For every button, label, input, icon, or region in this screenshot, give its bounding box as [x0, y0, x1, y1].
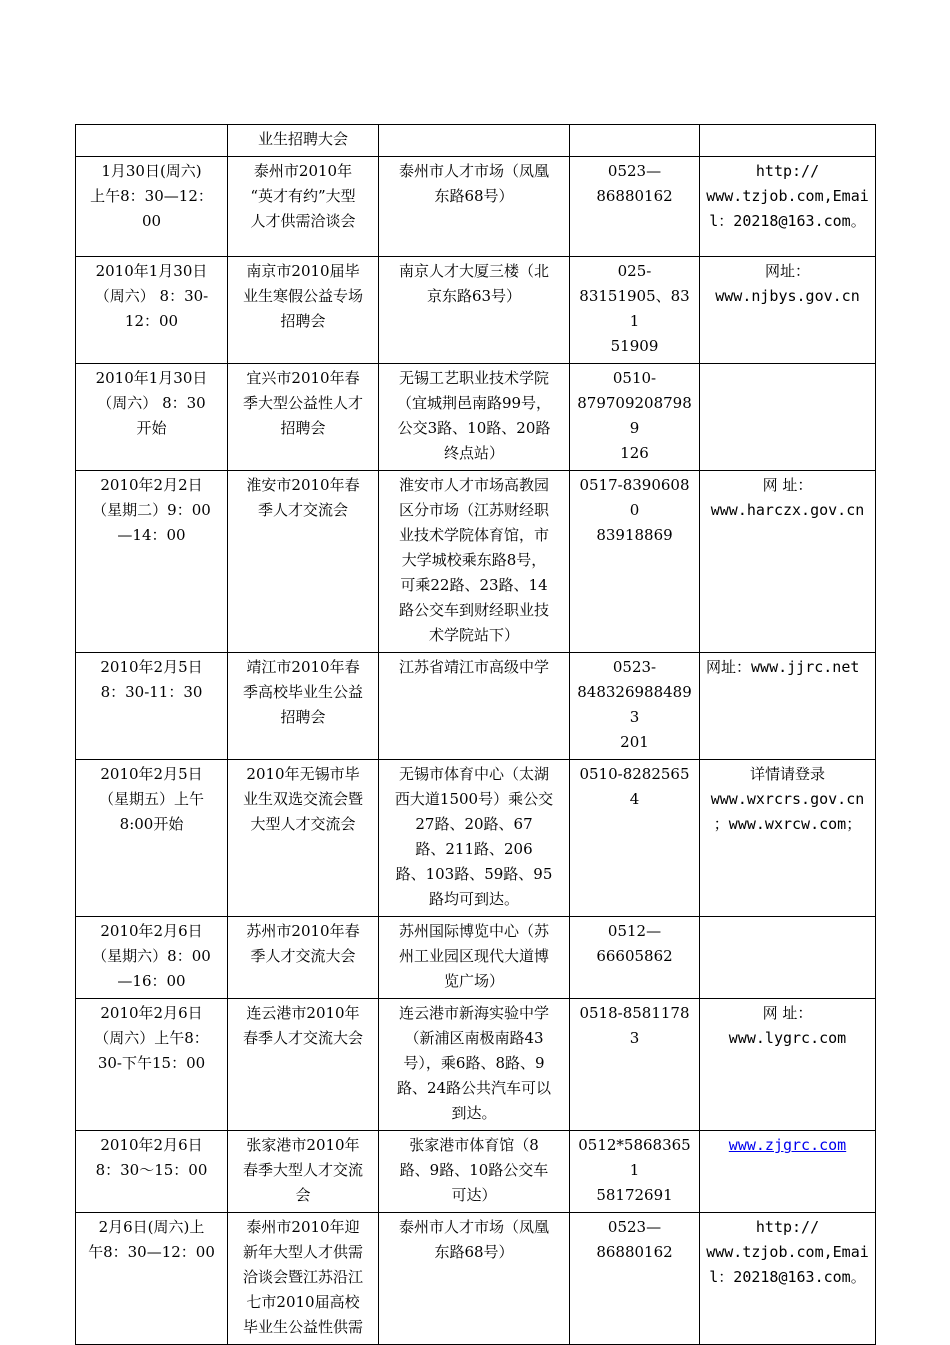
date-cell [76, 364, 228, 471]
website-cell [700, 999, 876, 1131]
venue-cell [379, 999, 570, 1131]
table-row [76, 1131, 876, 1213]
event-name-cell-line: 业生招聘大会 [257, 130, 348, 148]
venue-cell-line: 路公交车到财经职业技 [398, 601, 549, 619]
venue-cell-line: 淮安市人才市场高教园 [398, 476, 549, 494]
phone-cell-line: 0512*58683651 [578, 1136, 691, 1179]
phone-cell-line: 66605862 [596, 947, 673, 965]
event-name-cell [228, 1213, 379, 1345]
website-cell-line: ；www.wxrcw.com； [713, 815, 862, 833]
website-cell-line: http:// [755, 1218, 820, 1236]
event-name-cell [228, 1131, 379, 1213]
date-cell-line: 2010年2月2日 [100, 476, 203, 494]
date-cell-line: 午8：30—12：00 [88, 1243, 215, 1261]
venue-cell-line: 苏州国际博览中心（苏 [398, 922, 549, 940]
venue-cell-line: 连云港市新海实验中学 [398, 1004, 549, 1022]
event-name-cell-line: 洽谈会暨江苏沿江 [242, 1268, 363, 1286]
venue-cell [379, 760, 570, 917]
venue-cell-line: 江苏省靖江市高级中学 [398, 658, 549, 676]
event-name-cell [228, 157, 379, 257]
date-cell-line: 1月30日(周六) [101, 162, 202, 180]
date-cell-line: 8:00开始 [119, 815, 184, 833]
venue-cell-line: 京东路63号） [426, 287, 522, 305]
venue-cell-line: 终点站） [443, 444, 504, 462]
event-name-cell [228, 364, 379, 471]
job-fair-table [75, 124, 876, 1345]
phone-cell [570, 364, 700, 471]
event-name-cell [228, 257, 379, 364]
venue-cell [379, 257, 570, 364]
date-cell-line: 2010年2月5日 [100, 658, 203, 676]
table-row [76, 471, 876, 653]
venue-cell-line: 区分市场（江苏财经职 [398, 501, 549, 519]
table-row [76, 760, 876, 917]
phone-cell-line: 025- [617, 262, 652, 280]
phone-cell-line: 0518-85811783 [579, 1004, 690, 1047]
date-cell-line: （星期五）上午 [98, 790, 204, 808]
event-name-cell-line: 靖江市2010年春 [246, 658, 360, 676]
table-row [76, 917, 876, 999]
event-name-cell-line: 泰州市2010年迎 [246, 1218, 360, 1236]
date-cell-line: 2010年2月6日 [100, 1136, 203, 1154]
website-label: 网址： [764, 262, 810, 280]
date-cell-line: （星期六）8：00 [92, 947, 211, 965]
event-name-cell-line: 季人才交流会 [257, 501, 348, 519]
event-name-cell [228, 471, 379, 653]
phone-cell-line: 0523- [612, 658, 657, 676]
venue-cell [379, 653, 570, 760]
venue-cell-line: 号），乘6路、8路、9 [403, 1054, 545, 1072]
date-cell-line: 8：30-11：30 [100, 683, 203, 701]
venue-cell-line: 大学城校乘东路8号， [401, 551, 547, 569]
website-label: 网址： [706, 658, 752, 676]
website-cell-line: www.harczx.gov.cn [710, 501, 865, 519]
venue-cell-line: 东路68号） [434, 1243, 514, 1261]
venue-cell [379, 917, 570, 999]
event-name-cell-line: 招聘会 [280, 312, 326, 330]
date-cell-line: 2010年2月6日 [100, 1004, 203, 1022]
event-name-cell-line: 人才供需洽谈会 [250, 212, 356, 230]
phone-cell-line: 8483269884893 [577, 683, 692, 726]
phone-cell [570, 1131, 700, 1213]
venue-cell [379, 364, 570, 471]
website-cell [700, 257, 876, 364]
table-row [76, 1213, 876, 1345]
phone-cell [570, 760, 700, 917]
phone-cell-line: 0510-82825654 [579, 765, 690, 808]
venue-cell-line: 可达） [451, 1186, 497, 1204]
event-name-cell-line: 春季人才交流大会 [242, 1029, 363, 1047]
venue-cell-line: 张家港市体育馆（8 [409, 1136, 539, 1154]
website-cell [700, 1131, 876, 1213]
event-name-cell [228, 917, 379, 999]
venue-cell-line: 无锡市体育中心（太湖 [398, 765, 549, 783]
venue-cell-line: 泰州市人才市场（凤凰 [398, 1218, 549, 1236]
phone-cell-line: 86880162 [596, 1243, 673, 1261]
venue-cell-line: 东路68号） [434, 187, 514, 205]
event-name-cell-line: 淮安市2010年春 [246, 476, 360, 494]
date-cell-line: 2010年2月5日 [100, 765, 203, 783]
venue-cell [379, 125, 570, 157]
phone-cell-line: 0523— [607, 1218, 662, 1236]
event-name-cell [228, 999, 379, 1131]
venue-cell-line: 可乘22路、23路、14 [400, 576, 548, 594]
website-cell-line: www.njbys.gov.cn [715, 287, 860, 305]
venue-cell [379, 471, 570, 653]
phone-cell-line: 201 [620, 733, 649, 751]
event-name-cell-line: 季人才交流大会 [250, 947, 356, 965]
website-link[interactable]: www.zjgrc.com [728, 1136, 847, 1154]
website-cell [700, 125, 876, 157]
website-cell-line: www.tzjob.com,Emai [706, 1243, 869, 1261]
event-name-cell-line: 春季大型人才交流 [242, 1161, 363, 1179]
event-name-cell-line: 宜兴市2010年春 [246, 369, 360, 387]
website-cell [700, 157, 876, 257]
date-cell-line: —16：00 [117, 972, 186, 990]
date-cell [76, 257, 228, 364]
event-name-cell-line: 招聘会 [280, 708, 326, 726]
venue-cell-line: 路、9路、10路公交车 [399, 1161, 549, 1179]
date-cell [76, 760, 228, 917]
date-cell-line: —14：00 [117, 526, 186, 544]
phone-cell-line: 83151905、831 [579, 287, 690, 330]
phone-cell-line: 0512— [607, 922, 662, 940]
table-row [76, 257, 876, 364]
date-cell-line: 2月6日(周六)上 [98, 1218, 205, 1236]
date-cell-line: （周六）上午8： [94, 1029, 209, 1047]
website-cell-line: l：20218@163.com。 [709, 212, 866, 230]
phone-cell-line: 0517-83906080 [579, 476, 690, 519]
event-name-cell [228, 653, 379, 760]
phone-cell [570, 653, 700, 760]
date-cell [76, 1213, 228, 1345]
event-name-cell-line: 南京市2010届毕 [246, 262, 360, 280]
website-cell [700, 917, 876, 999]
venue-cell [379, 1131, 570, 1213]
venue-cell-line: 州工业园区现代大道博 [398, 947, 549, 965]
venue-cell-line: 西大道1500号）乘公交 [394, 790, 554, 808]
date-cell-line: 8：30～15：00 [95, 1161, 208, 1179]
venue-cell-line: 泰州市人才市场（凤凰 [398, 162, 549, 180]
phone-cell [570, 257, 700, 364]
event-name-cell-line: 七市2010届高校 [246, 1293, 360, 1311]
date-cell-line: 2010年2月6日 [100, 922, 203, 940]
website-cell [700, 471, 876, 653]
phone-cell-line: 8797092087989 [577, 394, 692, 437]
date-cell [76, 917, 228, 999]
venue-cell-line: 南京人才大厦三楼（北 [398, 262, 549, 280]
date-cell-line: 30-下午15：00 [97, 1054, 206, 1072]
website-cell [700, 653, 876, 760]
event-name-cell [228, 125, 379, 157]
event-name-cell-line: 苏州市2010年春 [246, 922, 360, 940]
event-name-cell-line: 毕业生公益性供需 [242, 1318, 363, 1336]
date-cell [76, 157, 228, 257]
table-row [76, 653, 876, 760]
phone-cell [570, 471, 700, 653]
venue-cell-line: 业技术学院体育馆，市 [398, 526, 549, 544]
phone-cell-line: 86880162 [596, 187, 673, 205]
venue-cell-line: 路、211路、206 [415, 840, 533, 858]
website-label: 网 址： [762, 476, 813, 494]
phone-cell-line: 0510- [612, 369, 657, 387]
phone-cell [570, 999, 700, 1131]
website-cell [700, 760, 876, 917]
website-cell-line: www.tzjob.com,Emai [706, 187, 869, 205]
date-cell-line: 2010年1月30日 [95, 262, 208, 280]
date-cell [76, 1131, 228, 1213]
venue-cell-line: 路、103路、59路、95 [395, 865, 553, 883]
phone-cell-line: 126 [620, 444, 649, 462]
venue-cell-line: 术学院站下） [428, 626, 519, 644]
website-cell [700, 1213, 876, 1345]
event-name-cell-line: 泰州市2010年 [253, 162, 353, 180]
website-cell [700, 364, 876, 471]
event-name-cell-line: 会 [295, 1186, 311, 1204]
event-name-cell-line: 业生双选交流会暨 [242, 790, 363, 808]
phone-cell [570, 125, 700, 157]
date-cell-line: （周六） 8：30 [97, 394, 206, 412]
event-name-cell-line: “英才有约”大型 [250, 187, 356, 205]
website-cell-line: www.wxrcrs.gov.cn [710, 790, 865, 808]
date-cell [76, 125, 228, 157]
phone-cell [570, 157, 700, 257]
job-fair-table-body [76, 125, 876, 1345]
phone-cell-line: 58172691 [596, 1186, 673, 1204]
date-cell-line: （周六） 8：30- [94, 287, 209, 305]
date-cell-line: 12：00 [124, 312, 179, 330]
event-name-cell-line: 连云港市2010年 [246, 1004, 360, 1022]
date-cell-line: （星期二）9：00 [92, 501, 211, 519]
event-name-cell-line: 新年大型人才供需 [242, 1243, 363, 1261]
event-name-cell-line: 大型人才交流会 [250, 815, 356, 833]
phone-cell [570, 1213, 700, 1345]
website-label: 网 址： [762, 1004, 813, 1022]
date-cell-line: 开始 [136, 419, 167, 437]
venue-cell-line: 到达。 [451, 1104, 497, 1122]
event-name-cell-line: 张家港市2010年 [246, 1136, 360, 1154]
website-cell-line: http:// [755, 162, 820, 180]
table-row [76, 157, 876, 257]
phone-cell [570, 917, 700, 999]
date-cell-line: 上午8：30—12： [90, 187, 213, 205]
website-label: 详情请登录 [749, 765, 825, 783]
website-cell-line: www.lygrc.com [728, 1029, 847, 1047]
venue-cell-line: 览广场） [443, 972, 504, 990]
venue-cell-line: 27路、20路、67 [415, 815, 533, 833]
event-name-cell-line: 业生寒假公益专场 [242, 287, 363, 305]
date-cell [76, 999, 228, 1131]
event-name-cell-line: 季大型公益性人才 [242, 394, 363, 412]
table-row [76, 999, 876, 1131]
phone-cell-line: 83918869 [596, 526, 673, 544]
table-row [76, 364, 876, 471]
event-name-cell-line: 季高校毕业生公益 [242, 683, 363, 701]
date-cell-line: 00 [141, 212, 162, 230]
venue-cell-line: （新浦区南极南路43 [404, 1029, 544, 1047]
venue-cell-line: 无锡工艺职业技术学院 [398, 369, 549, 387]
venue-cell-line: （宜城荆邑南路99号， [396, 394, 552, 412]
venue-cell [379, 1213, 570, 1345]
venue-cell-line: 路均可到达。 [428, 890, 519, 908]
date-cell-line: 2010年1月30日 [95, 369, 208, 387]
event-name-cell [228, 760, 379, 917]
website-cell-line: l：20218@163.com。 [709, 1268, 866, 1286]
date-cell [76, 653, 228, 760]
venue-cell [379, 157, 570, 257]
phone-cell-line: 51909 [610, 337, 659, 355]
table-row [76, 125, 876, 157]
venue-cell-line: 路、24路公共汽车可以 [396, 1079, 552, 1097]
phone-cell-line: 0523— [607, 162, 662, 180]
website-cell-line: www.jjrc.net [751, 658, 860, 676]
venue-cell-line: 公交3路、10路、20路 [397, 419, 551, 437]
event-name-cell-line: 招聘会 [280, 419, 326, 437]
event-name-cell-line: 2010年无锡市毕 [246, 765, 360, 783]
date-cell [76, 471, 228, 653]
